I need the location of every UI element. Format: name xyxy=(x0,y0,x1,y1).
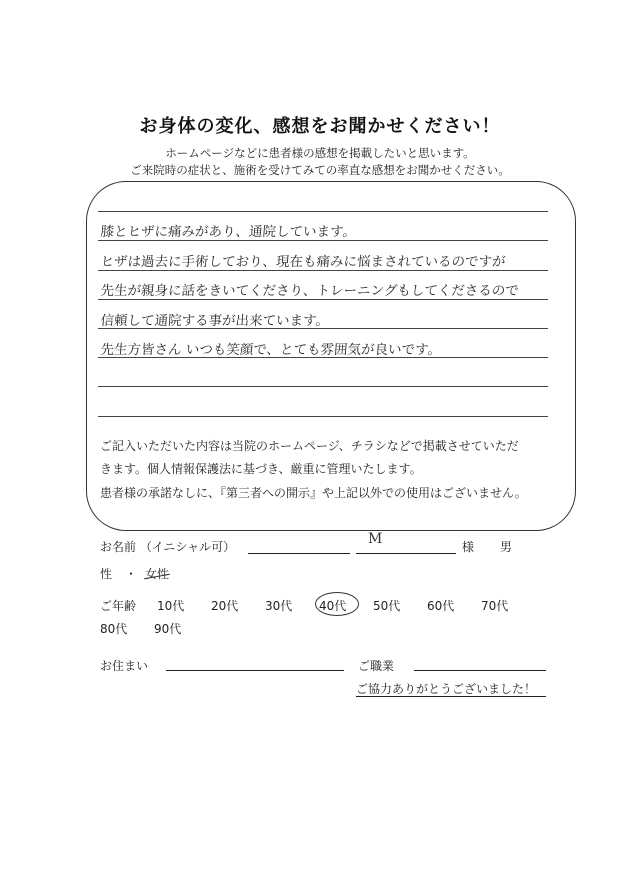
gender-separator: ・ xyxy=(125,567,138,581)
age-option-20: 20代 xyxy=(211,599,239,613)
writing-line xyxy=(98,270,548,271)
address-underline xyxy=(166,670,344,671)
writing-line xyxy=(98,416,548,417)
thanks-message: ご協力ありがとうございました！ xyxy=(356,682,537,696)
age-option-10: 10代 xyxy=(157,599,185,613)
age-option-90: 90代 xyxy=(154,622,182,636)
notice-line-3: 患者様の承諾なしに、『第三者への開示』や上記以外での使用はございません。 xyxy=(100,486,527,500)
subtitle-line-1: ホームページなどに患者様の感想を掲載したいと思います。 xyxy=(165,146,475,160)
gender-male-1: 男 xyxy=(500,540,513,554)
age-option-40: 40代 xyxy=(319,599,347,613)
name-label: お名前 （イニシャル可） xyxy=(100,540,236,554)
gender-female: 女性 xyxy=(145,567,170,581)
age-option-30: 30代 xyxy=(265,599,293,613)
job-label: ご職業 xyxy=(358,659,395,673)
age-option-70: 70代 xyxy=(481,599,509,613)
handwritten-line-4: 信頼して通院する事が出来ています。 xyxy=(100,313,330,329)
handwritten-line-1: 膝とヒザに痛みがあり、通院しています。 xyxy=(100,224,357,240)
age-option-60: 60代 xyxy=(427,599,455,613)
gender-male-2: 性 xyxy=(100,567,113,581)
writing-line xyxy=(98,299,548,300)
thanks-underline xyxy=(356,696,546,697)
page-title: お身体の変化、感想をお聞かせください！ xyxy=(139,116,501,137)
handwritten-line-3: 先生が親身に話をきいてくださり、トレーニングもしてくださるので xyxy=(100,283,520,299)
age-label: ご年齢 xyxy=(100,599,137,613)
writing-line xyxy=(98,240,548,241)
subtitle-line-2: ご来院時の症状と、施術を受けてみての率直な感想をお聞かせください。 xyxy=(130,163,510,177)
age-option-50: 50代 xyxy=(373,599,401,613)
honorific: 様 xyxy=(462,540,475,554)
handwritten-line-5: 先生方皆さん いつも笑顔で、とても雰囲気が良いです。 xyxy=(100,342,442,358)
name-underline xyxy=(248,553,350,554)
age-option-80: 80代 xyxy=(100,622,128,636)
writing-line xyxy=(98,386,548,387)
name-underline-2 xyxy=(356,553,456,554)
address-label: お住まい xyxy=(100,659,149,673)
writing-line xyxy=(98,211,548,212)
job-underline xyxy=(414,670,546,671)
age-selected-circle xyxy=(315,592,359,616)
handwritten-line-2: ヒザは過去に手術しており、現在も痛みに悩まされているのですが xyxy=(100,254,507,270)
name-value: M xyxy=(368,531,383,547)
notice-line-2: きます。個人情報保護法に基づき、厳重に管理いたします。 xyxy=(100,462,422,476)
notice-line-1: ご記入いただいた内容は当院のホームページ、チラシなどで掲載させていただ xyxy=(100,439,519,453)
